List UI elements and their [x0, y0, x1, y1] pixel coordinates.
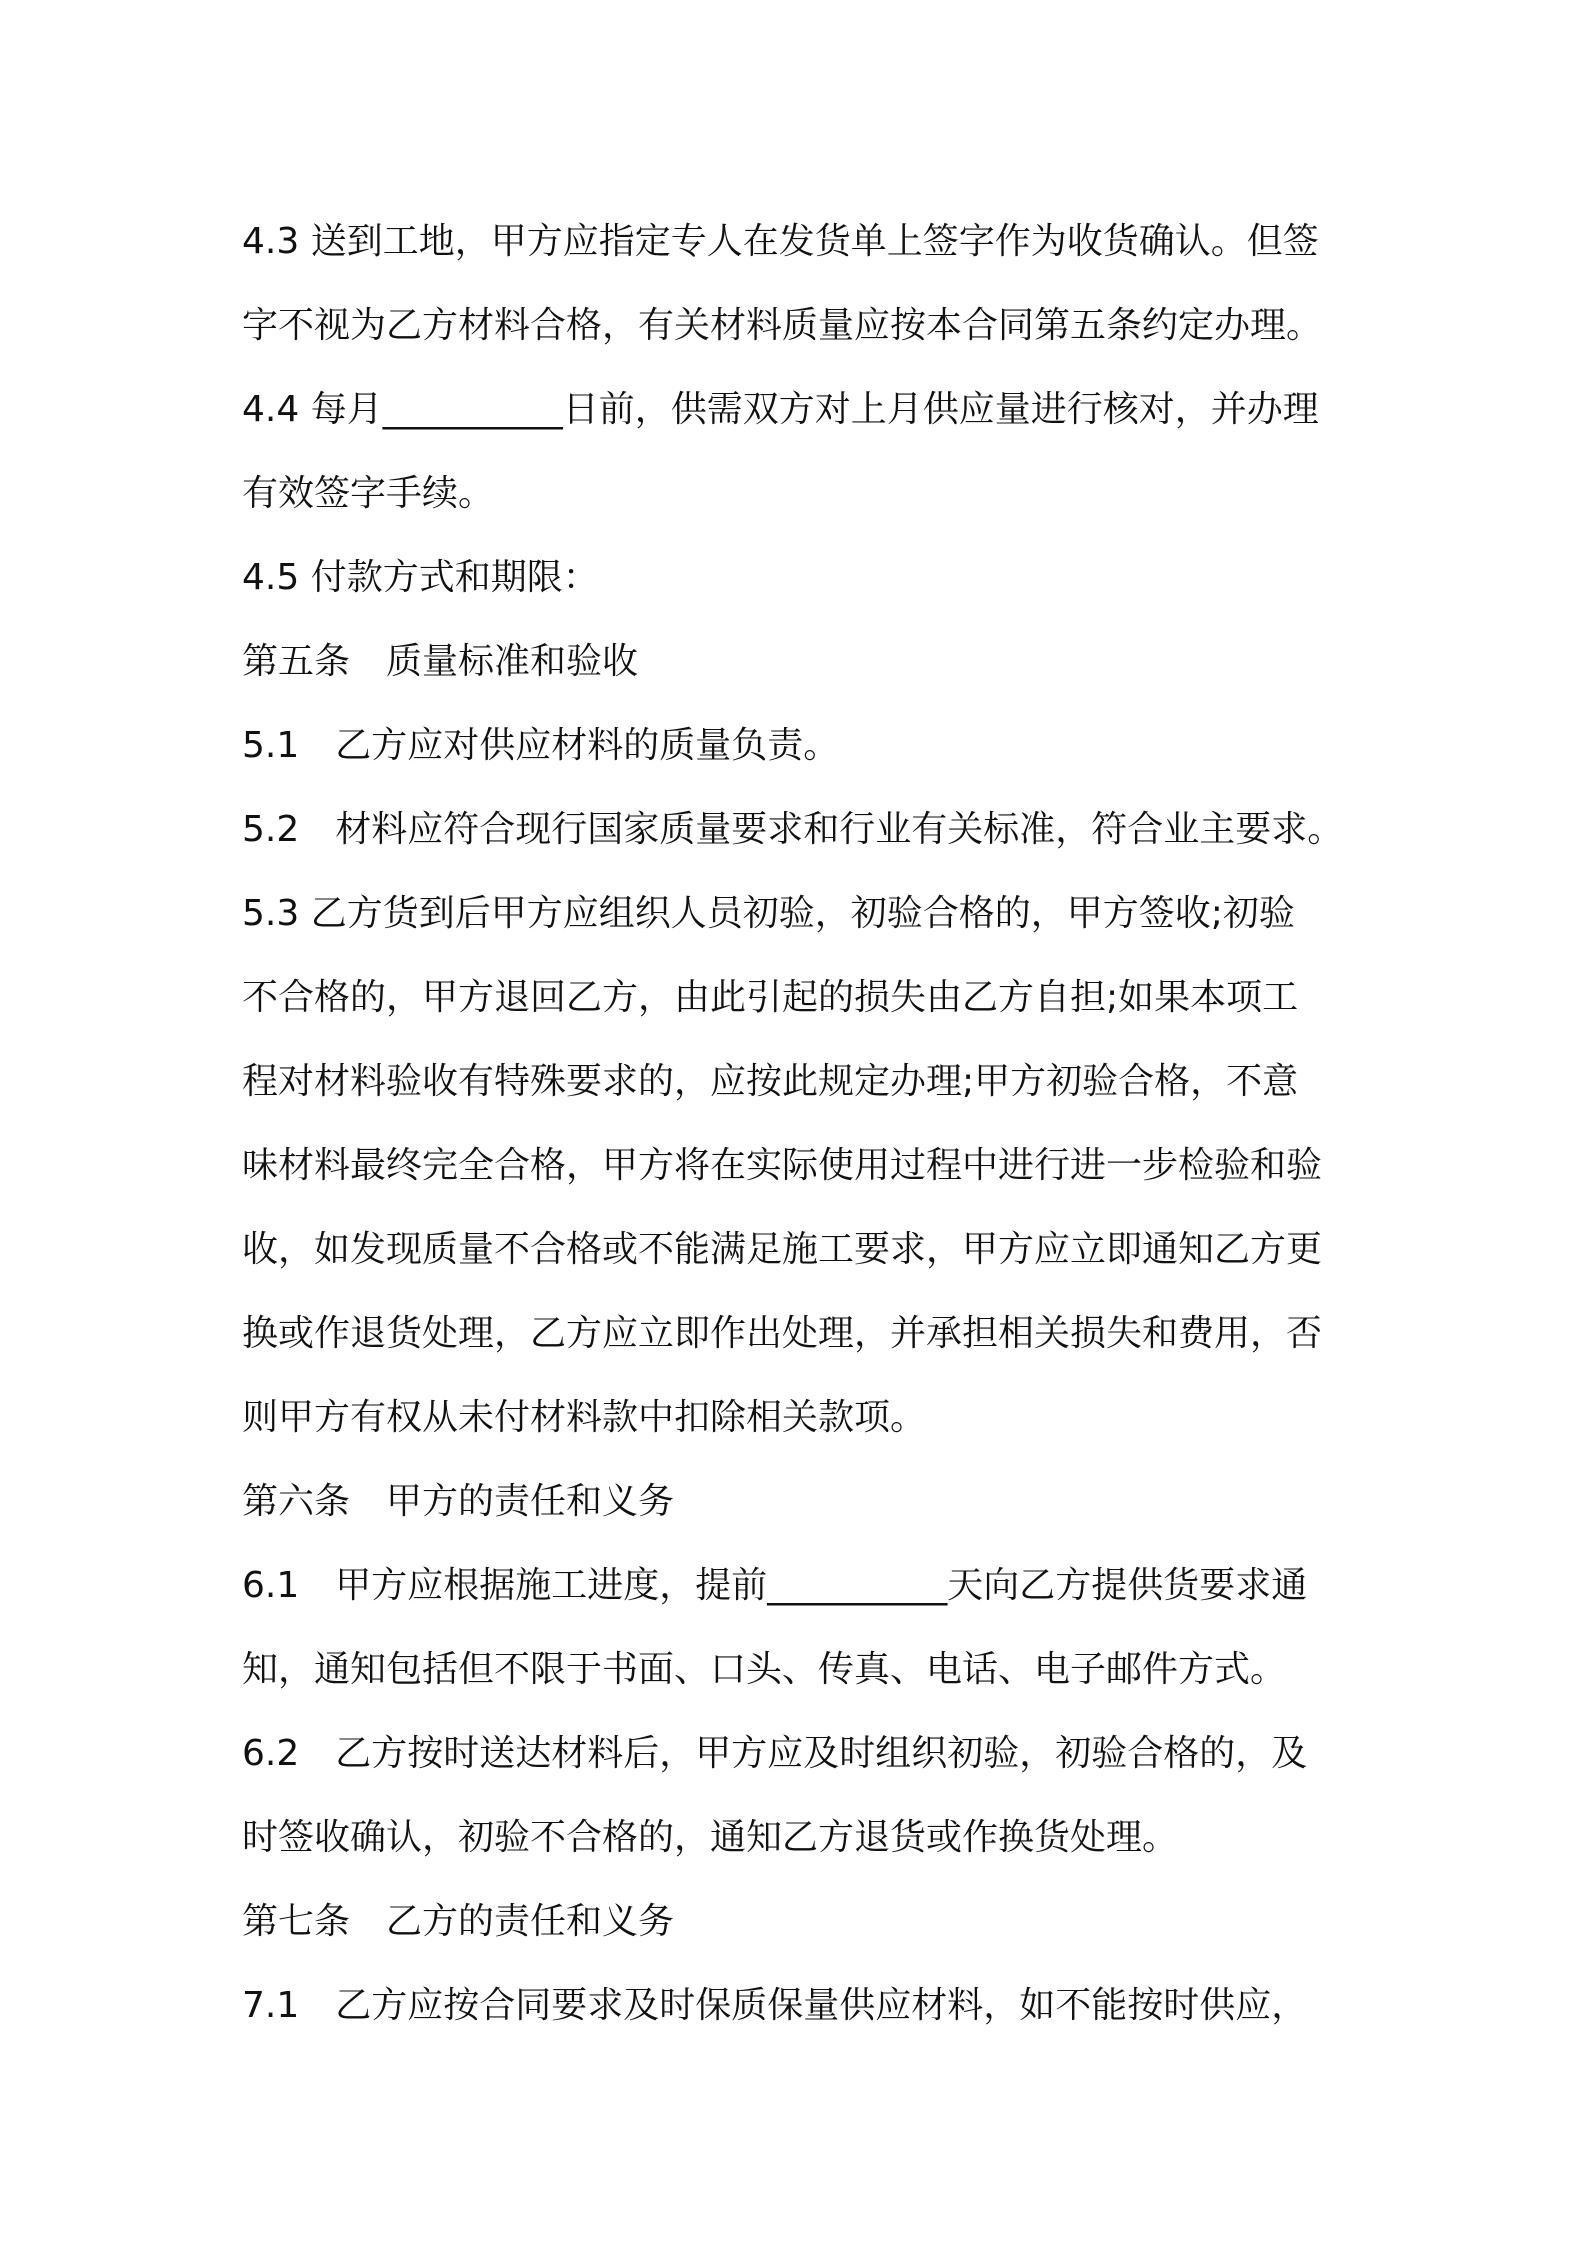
clause-4-3-line-2: 字不视为乙方材料合格，有关材料质量应按本合同第五条约定办理。: [242, 305, 1323, 346]
clause-5-3-line-2: 不合格的，甲方退回乙方，由此引起的损失由乙方自担;如果本项工: [242, 977, 1299, 1018]
contract-page: [242, 200, 1372, 2048]
article-7-heading: 第七条 乙方的责任和义务: [242, 1901, 675, 1942]
clause-5-2: 5.2 材料应符合现行国家质量要求和行业有关标准，符合业主要求。: [242, 809, 1344, 850]
clause-6-1-line-1: 6.1 甲方应根据施工进度，提前__________天向乙方提供货要求通: [242, 1565, 1308, 1606]
article-5-heading: 第五条 质量标准和验收: [242, 641, 639, 682]
clause-6-2-line-2: 时签收确认，初验不合格的，通知乙方退货或作换货处理。: [242, 1817, 1179, 1858]
article-6-heading: 第六条 甲方的责任和义务: [242, 1481, 675, 1522]
clause-5-3-line-3: 程对材料验收有特殊要求的，应按此规定办理;甲方初验合格，不意: [242, 1061, 1299, 1102]
clause-4-5: 4.5 付款方式和期限：: [242, 557, 599, 598]
clause-5-3-line-7: 则甲方有权从未付材料款中扣除相关款项。: [242, 1397, 927, 1438]
clause-7-1-line-1: 7.1 乙方应按合同要求及时保质保量供应材料，如不能按时供应，: [242, 1985, 1308, 2026]
clause-5-3-line-6: 换或作退货处理，乙方应立即作出处理，并承担相关损失和费用，否: [242, 1313, 1323, 1354]
clause-5-3-line-4: 味材料最终完全合格，甲方将在实际使用过程中进行进一步检验和验: [242, 1145, 1323, 1186]
clause-4-3-line-1: 4.3 送到工地，甲方应指定专人在发货单上签字作为收货确认。但签: [242, 221, 1319, 262]
clause-5-1: 5.1 乙方应对供应材料的质量负责。: [242, 725, 840, 766]
clause-5-3-line-1: 5.3 乙方货到后甲方应组织人员初验，初验合格的，甲方签收;初验: [242, 893, 1295, 934]
clause-6-2-line-1: 6.2 乙方按时送达材料后，甲方应及时组织初验，初验合格的，及: [242, 1733, 1308, 1774]
clause-4-4-line-2: 有效签字手续。: [242, 473, 495, 514]
clause-5-3-line-5: 收，如发现质量不合格或不能满足施工要求，甲方应立即通知乙方更: [242, 1229, 1323, 1270]
clause-4-4-line-1: 4.4 每月__________日前，供需双方对上月供应量进行核对，并办理: [242, 389, 1319, 430]
clause-6-1-line-2: 知，通知包括但不限于书面、口头、传真、电话、电子邮件方式。: [242, 1649, 1287, 1690]
